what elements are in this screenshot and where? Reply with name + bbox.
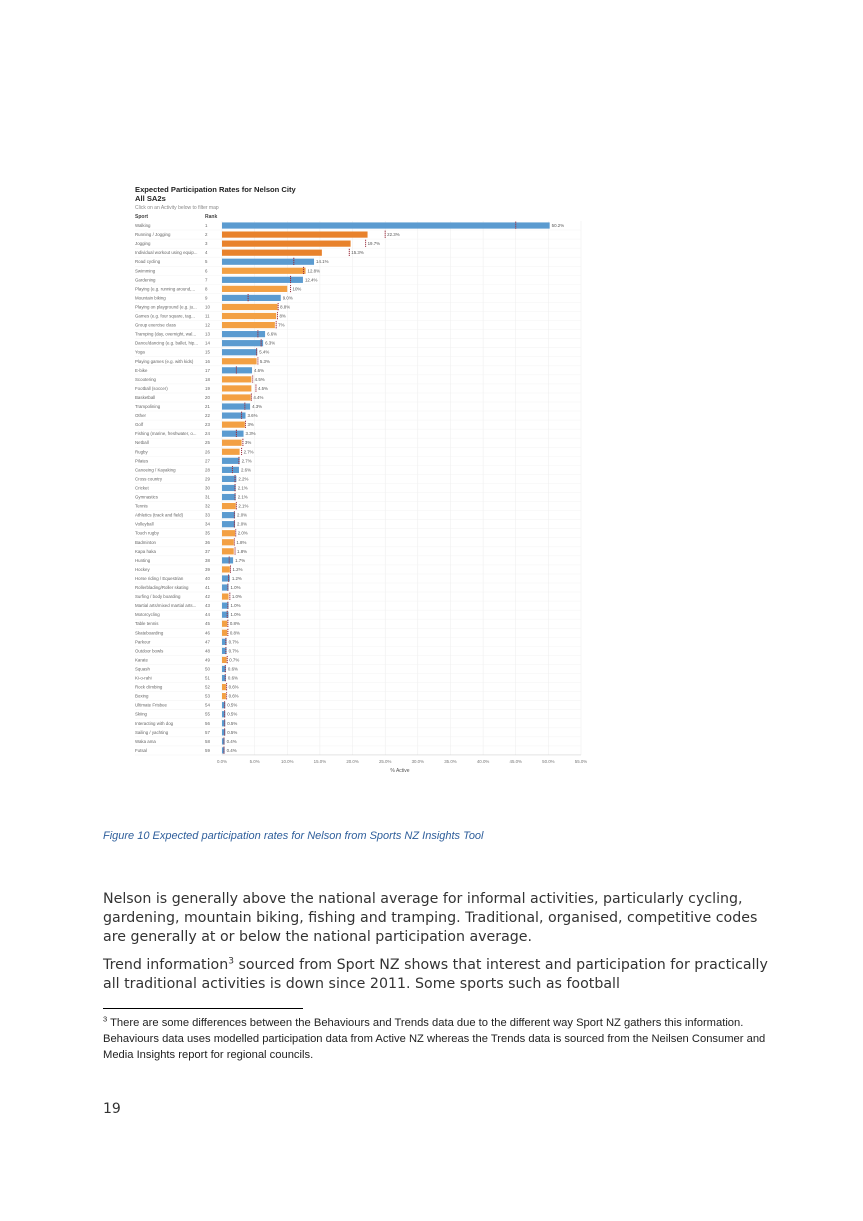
rank-label: 35 <box>205 530 210 536</box>
sport-label: Dance/dancing (e.g. ballet, hip... <box>135 340 198 346</box>
rank-label: 43 <box>205 603 210 609</box>
rank-label: 14 <box>205 340 210 346</box>
footnote <box>103 1015 783 1063</box>
bar-value-label: 50.2% <box>551 223 565 228</box>
bar-value-label: 2.7% <box>243 449 254 455</box>
rank-label: 7 <box>205 277 208 283</box>
bar[interactable] <box>222 440 242 446</box>
sport-label: Volleyball <box>135 521 154 527</box>
rank-label: 58 <box>205 738 210 744</box>
footnote-reference[interactable]: 3 <box>228 956 234 967</box>
x-tick-label: 40.0% <box>476 758 490 764</box>
rank-label: 46 <box>205 630 210 636</box>
sport-label: Games (e.g. four square, tag... <box>135 313 195 319</box>
rank-label: 11 <box>205 313 210 319</box>
bar[interactable] <box>222 241 351 247</box>
bar-value-label: 2.1% <box>238 503 249 509</box>
bar[interactable] <box>222 521 235 527</box>
rank-label: 20 <box>205 394 210 400</box>
bar[interactable] <box>222 684 226 690</box>
rank-label: 33 <box>205 512 210 518</box>
bar[interactable] <box>222 286 287 292</box>
sport-label: Rock climbing <box>135 684 163 690</box>
chart-grid <box>135 221 581 755</box>
bar[interactable] <box>222 349 257 355</box>
bar-value-label: 3% <box>244 440 252 446</box>
sport-label: Netball <box>135 440 149 446</box>
sport-label: Outdoor bowls <box>135 648 164 654</box>
rank-label: 38 <box>205 557 210 563</box>
body-paragraph-2 <box>103 956 773 994</box>
bar[interactable] <box>222 295 281 301</box>
bar-value-label: 5.3% <box>259 358 270 364</box>
bar[interactable] <box>222 630 227 636</box>
sport-label: Walking <box>135 223 151 228</box>
sport-label: Tennis <box>135 503 148 509</box>
rank-label: 22 <box>205 413 210 419</box>
sport-label: Skiing <box>135 711 147 717</box>
paragraph-2-lead: Trend information <box>103 957 229 973</box>
sport-label: Rugby <box>135 449 148 455</box>
bar-value-label: 15.3% <box>351 250 364 256</box>
bar[interactable] <box>222 458 240 464</box>
rank-label: 1 <box>205 223 208 228</box>
sport-label: Scootering <box>135 376 156 382</box>
sport-label: Mountain biking <box>135 295 166 301</box>
bar[interactable] <box>222 322 275 328</box>
bar-value-label: 2.7% <box>241 458 252 464</box>
rank-label: 48 <box>205 648 210 654</box>
bar-value-label: 2.1% <box>237 485 248 491</box>
bar-value-label: 0.6% <box>228 684 239 690</box>
rank-label: 32 <box>205 503 210 509</box>
sport-label: Rollerblading/Roller skating <box>135 585 189 590</box>
bar-value-label: 1.8% <box>237 548 248 554</box>
sport-label: Kapa haka <box>135 548 156 554</box>
rank-label: 9 <box>205 295 208 301</box>
bar[interactable] <box>222 367 252 373</box>
sport-label: Basketball <box>135 394 156 400</box>
sport-label: Ki-o-rahi <box>135 675 152 681</box>
sport-label: Golf <box>135 422 144 428</box>
footnote-number: 3 <box>103 1014 108 1024</box>
sport-label: Tramping (day, overnight, wal... <box>135 331 197 337</box>
x-tick-label: 5.0% <box>249 758 260 764</box>
rank-label: 17 <box>205 367 210 373</box>
bar-value-label: 1.0% <box>230 603 241 609</box>
bar[interactable] <box>222 259 314 265</box>
rank-label: 59 <box>205 747 210 753</box>
bar-value-label: 6.6% <box>267 331 278 337</box>
bar-value-label: 0.5% <box>227 711 238 717</box>
rank-label: 39 <box>205 566 210 572</box>
rank-label: 34 <box>205 521 210 527</box>
bar-value-label: 2.0% <box>237 530 248 536</box>
rank-label: 56 <box>205 720 210 726</box>
sport-label: Sailing / yachting <box>135 729 169 735</box>
x-tick-label: 15.0% <box>313 758 327 764</box>
sport-label: Hockey <box>135 566 150 572</box>
sport-label: Touch rugby <box>135 530 159 536</box>
bar[interactable] <box>222 621 227 627</box>
chart-instruction: Click on an Activity below to filter map <box>135 205 219 211</box>
sport-label: Badminton <box>135 539 156 545</box>
rank-label: 42 <box>205 594 210 600</box>
rank-label: 40 <box>205 575 210 581</box>
bar[interactable] <box>222 503 236 509</box>
chart-rows <box>135 222 564 755</box>
bar-value-label: 22.3% <box>387 232 400 238</box>
rank-column-header: Rank <box>205 214 218 220</box>
sport-label: Squash <box>135 666 150 672</box>
rank-label: 28 <box>205 467 210 473</box>
bar[interactable] <box>222 358 257 364</box>
sport-label: Gardening <box>135 277 156 283</box>
rank-label: 36 <box>205 539 210 545</box>
sport-label: Canoeing / Kayaking <box>135 467 176 473</box>
sport-label: Swimming <box>135 268 156 274</box>
bar-value-label: 3% <box>247 422 254 428</box>
sport-label: Jogging <box>135 241 151 247</box>
sport-label: Martial arts/mixed martial arts... <box>135 603 197 609</box>
bar-value-label: 5.4% <box>259 349 270 355</box>
bar-value-label: 0.4% <box>226 747 237 753</box>
bar-value-label: 8% <box>279 313 286 319</box>
sport-label: Hunting <box>135 557 151 563</box>
bar-value-label: 4.4% <box>253 394 264 400</box>
bar[interactable] <box>222 422 245 428</box>
participation-chart <box>118 180 593 780</box>
rank-label: 4 <box>205 250 208 256</box>
bar[interactable] <box>222 449 240 455</box>
chart-title: Expected Participation Rates for Nelson City <box>135 185 296 194</box>
bar-value-label: 0.5% <box>227 720 238 726</box>
bar[interactable] <box>222 593 229 599</box>
sport-label: Motorcycling <box>135 612 160 618</box>
bar-value-label: 1.7% <box>235 557 246 563</box>
sport-column-header: Sport <box>135 214 149 220</box>
footnote-divider <box>103 1008 303 1009</box>
bar-value-label: 2.6% <box>240 467 251 473</box>
bar-value-label: 4.5% <box>254 376 265 382</box>
x-axis <box>217 755 587 764</box>
bar[interactable] <box>222 304 277 310</box>
bar-value-label: 2.2% <box>238 476 249 482</box>
rank-label: 49 <box>205 657 210 663</box>
bar-value-label: 0.5% <box>227 729 238 735</box>
rank-label: 27 <box>205 458 210 464</box>
bar-value-label: 3.3% <box>245 431 256 437</box>
sport-label: Playing (e.g. running around,... <box>135 286 196 292</box>
rank-label: 50 <box>205 666 210 672</box>
x-tick-label: 10.0% <box>281 758 294 764</box>
sport-label: Skateboarding <box>135 630 164 636</box>
bar-value-label: 8.8% <box>280 304 291 310</box>
rank-label: 2 <box>205 232 208 238</box>
bar-value-label: 1.0% <box>231 594 242 600</box>
sport-label: Running / Jogging <box>135 232 171 238</box>
bar-value-label: 1.0% <box>230 585 241 590</box>
bar[interactable] <box>222 222 550 228</box>
rank-label: 18 <box>205 376 210 382</box>
sport-label: Gymnastics <box>135 494 158 500</box>
rank-label: 6 <box>205 268 208 274</box>
figure-caption: Figure 10 Expected participation rates for Nelson from Sports NZ Insights Tool <box>103 830 484 842</box>
bar[interactable] <box>222 313 276 319</box>
bar-value-label: 0.4% <box>226 738 237 744</box>
bar-value-label: 0.7% <box>228 648 239 654</box>
bar[interactable] <box>222 394 251 400</box>
sport-label: Football (soccer) <box>135 385 168 391</box>
sport-label: Cricket <box>135 485 149 491</box>
rank-label: 30 <box>205 485 210 491</box>
body-paragraph-1: Nelson is generally above the national average for informal activities, particularly cycling, gardening, mountain biking, fishing and tramping. Traditional, organised, competitive codes are generally at or below the national participation average. <box>103 891 758 945</box>
rank-label: 52 <box>205 684 210 690</box>
rank-label: 53 <box>205 693 210 699</box>
sport-label: Individual workout using equip... <box>135 250 198 256</box>
sport-label: Trampolining <box>135 404 161 409</box>
bar-value-label: 0.7% <box>228 639 239 645</box>
rank-label: 51 <box>205 675 210 681</box>
sport-label: Horse riding / Equestrian <box>135 575 184 581</box>
bar[interactable] <box>222 476 236 482</box>
bar-value-label: 0.6% <box>228 693 239 699</box>
sport-label: Athletics (track and field) <box>135 512 184 518</box>
sport-label: Cross country <box>135 476 163 482</box>
sport-label: E-bike <box>135 367 148 373</box>
bar-value-label: 1.2% <box>231 575 242 581</box>
bar-value-label: 10% <box>292 286 302 292</box>
rank-label: 55 <box>205 711 210 717</box>
bar[interactable] <box>222 693 226 699</box>
chart-subtitle: All SA2s <box>135 194 166 203</box>
x-tick-label: 30.0% <box>411 758 425 764</box>
rank-label: 44 <box>205 612 210 618</box>
rank-label: 26 <box>205 449 210 455</box>
bar-value-label: 14.1% <box>316 259 329 265</box>
x-tick-label: 35.0% <box>444 758 457 764</box>
page-number: 19 <box>103 1101 121 1117</box>
x-tick-label: 50.0% <box>542 758 555 764</box>
bar-value-label: 2.0% <box>237 512 248 518</box>
bar[interactable] <box>222 250 322 256</box>
bar-value-label: 12.4% <box>304 277 318 283</box>
bar[interactable] <box>222 376 251 382</box>
x-tick-label: 55.0% <box>574 758 588 764</box>
sport-label: Yoga <box>135 349 145 355</box>
bar[interactable] <box>222 467 239 473</box>
rank-label: 19 <box>205 385 210 391</box>
sport-label: Boxing <box>135 693 149 699</box>
bar[interactable] <box>222 657 227 663</box>
sport-label: Playing on playground (e.g. ju... <box>135 304 197 310</box>
bar[interactable] <box>222 530 235 536</box>
bar-value-label: 9.0% <box>282 295 293 301</box>
sport-label: Pilates <box>135 458 149 464</box>
footnote-text: There are some differences between the Behaviours and Trends data due to the different way Sport NZ gathers this information. Behaviours data uses modelled participation data from Active NZ whereas the Trends data is sourced from the Neilsen Consumer and Media Insights report for regional councils. <box>103 1017 766 1061</box>
sport-label: Surfing / body boarding <box>135 594 181 600</box>
rank-label: 47 <box>205 639 210 645</box>
sport-label: Waka ama <box>135 738 156 744</box>
rank-label: 3 <box>205 241 208 247</box>
rank-label: 23 <box>205 422 210 428</box>
bar[interactable] <box>222 268 306 274</box>
bar[interactable] <box>222 331 265 337</box>
bar-value-label: 4.3% <box>252 404 263 409</box>
sport-label: Playing games (e.g. with kids) <box>135 358 194 364</box>
x-tick-label: 20.0% <box>346 758 359 764</box>
rank-label: 25 <box>205 440 210 446</box>
bar-value-label: 1.2% <box>232 566 243 572</box>
bar-value-label: 0.5% <box>227 702 238 708</box>
bar-value-label: 19.7% <box>367 241 381 247</box>
x-tick-label: 25.0% <box>378 758 392 764</box>
bar-value-label: 2.0% <box>237 521 248 527</box>
bar[interactable] <box>222 539 234 545</box>
bar-value-label: 0.8% <box>229 621 240 627</box>
rank-label: 21 <box>205 404 210 409</box>
bar-value-label: 0.6% <box>227 666 238 672</box>
rank-label: 31 <box>205 494 210 500</box>
sport-label: Interacting with dog <box>135 720 174 726</box>
bar[interactable] <box>222 548 234 554</box>
bar-value-label: 7% <box>278 322 285 328</box>
sport-label: Karate <box>135 657 148 663</box>
bar[interactable] <box>222 340 263 346</box>
bar-value-label: 1.0% <box>230 612 241 618</box>
bar[interactable] <box>222 485 236 491</box>
bar[interactable] <box>222 231 368 237</box>
bar-value-label: 0.6% <box>227 675 238 681</box>
bar-value-label: 2.1% <box>237 494 248 500</box>
sport-label: Table tennis <box>135 621 159 627</box>
rank-label: 8 <box>205 286 208 292</box>
rank-label: 12 <box>205 322 210 328</box>
x-axis-label: % Active <box>390 768 410 774</box>
paragraph-2-rest: sourced from Sport NZ shows that interest and participation for practically all traditional activities is down since 2011. Some sports such as football <box>103 957 768 992</box>
bar[interactable] <box>222 566 230 572</box>
sport-label: Parkour <box>135 639 151 645</box>
bar-value-label: 0.7% <box>229 657 240 663</box>
rank-label: 13 <box>205 331 210 337</box>
bar-value-label: 12.8% <box>307 268 321 274</box>
rank-label: 15 <box>205 349 210 355</box>
sport-label: Other <box>135 413 146 419</box>
rank-label: 37 <box>205 548 210 554</box>
rank-label: 41 <box>205 585 210 590</box>
rank-label: 57 <box>205 729 210 735</box>
rank-label: 5 <box>205 259 208 265</box>
rank-label: 45 <box>205 621 210 627</box>
bar-value-label: 4.5% <box>257 385 268 391</box>
sport-label: Fishing (marine, freshwater, o... <box>135 431 197 437</box>
sport-label: Futsal <box>135 747 147 753</box>
bar-value-label: 4.6% <box>254 367 265 373</box>
sport-label: Group exercise class <box>135 322 176 328</box>
sport-label: Ultimate Frisbee <box>135 702 167 708</box>
bar-value-label: 1.8% <box>236 539 247 545</box>
bar[interactable] <box>222 403 250 409</box>
rank-label: 54 <box>205 702 210 708</box>
bar[interactable] <box>222 512 235 518</box>
bar-value-label: 6.3% <box>265 340 276 346</box>
bar[interactable] <box>222 494 236 500</box>
rank-label: 10 <box>205 304 210 310</box>
rank-label: 16 <box>205 358 210 364</box>
x-tick-label: 45.0% <box>509 758 522 764</box>
bar[interactable] <box>222 557 233 563</box>
x-tick-label: 0.0% <box>216 758 228 764</box>
bar-value-label: 0.8% <box>229 630 240 636</box>
sport-label: Road cycling <box>135 259 161 265</box>
bar[interactable] <box>222 385 251 391</box>
bar-value-label: 3.6% <box>247 413 258 419</box>
bar[interactable] <box>222 431 244 437</box>
rank-label: 24 <box>205 431 210 437</box>
rank-label: 29 <box>205 476 210 482</box>
